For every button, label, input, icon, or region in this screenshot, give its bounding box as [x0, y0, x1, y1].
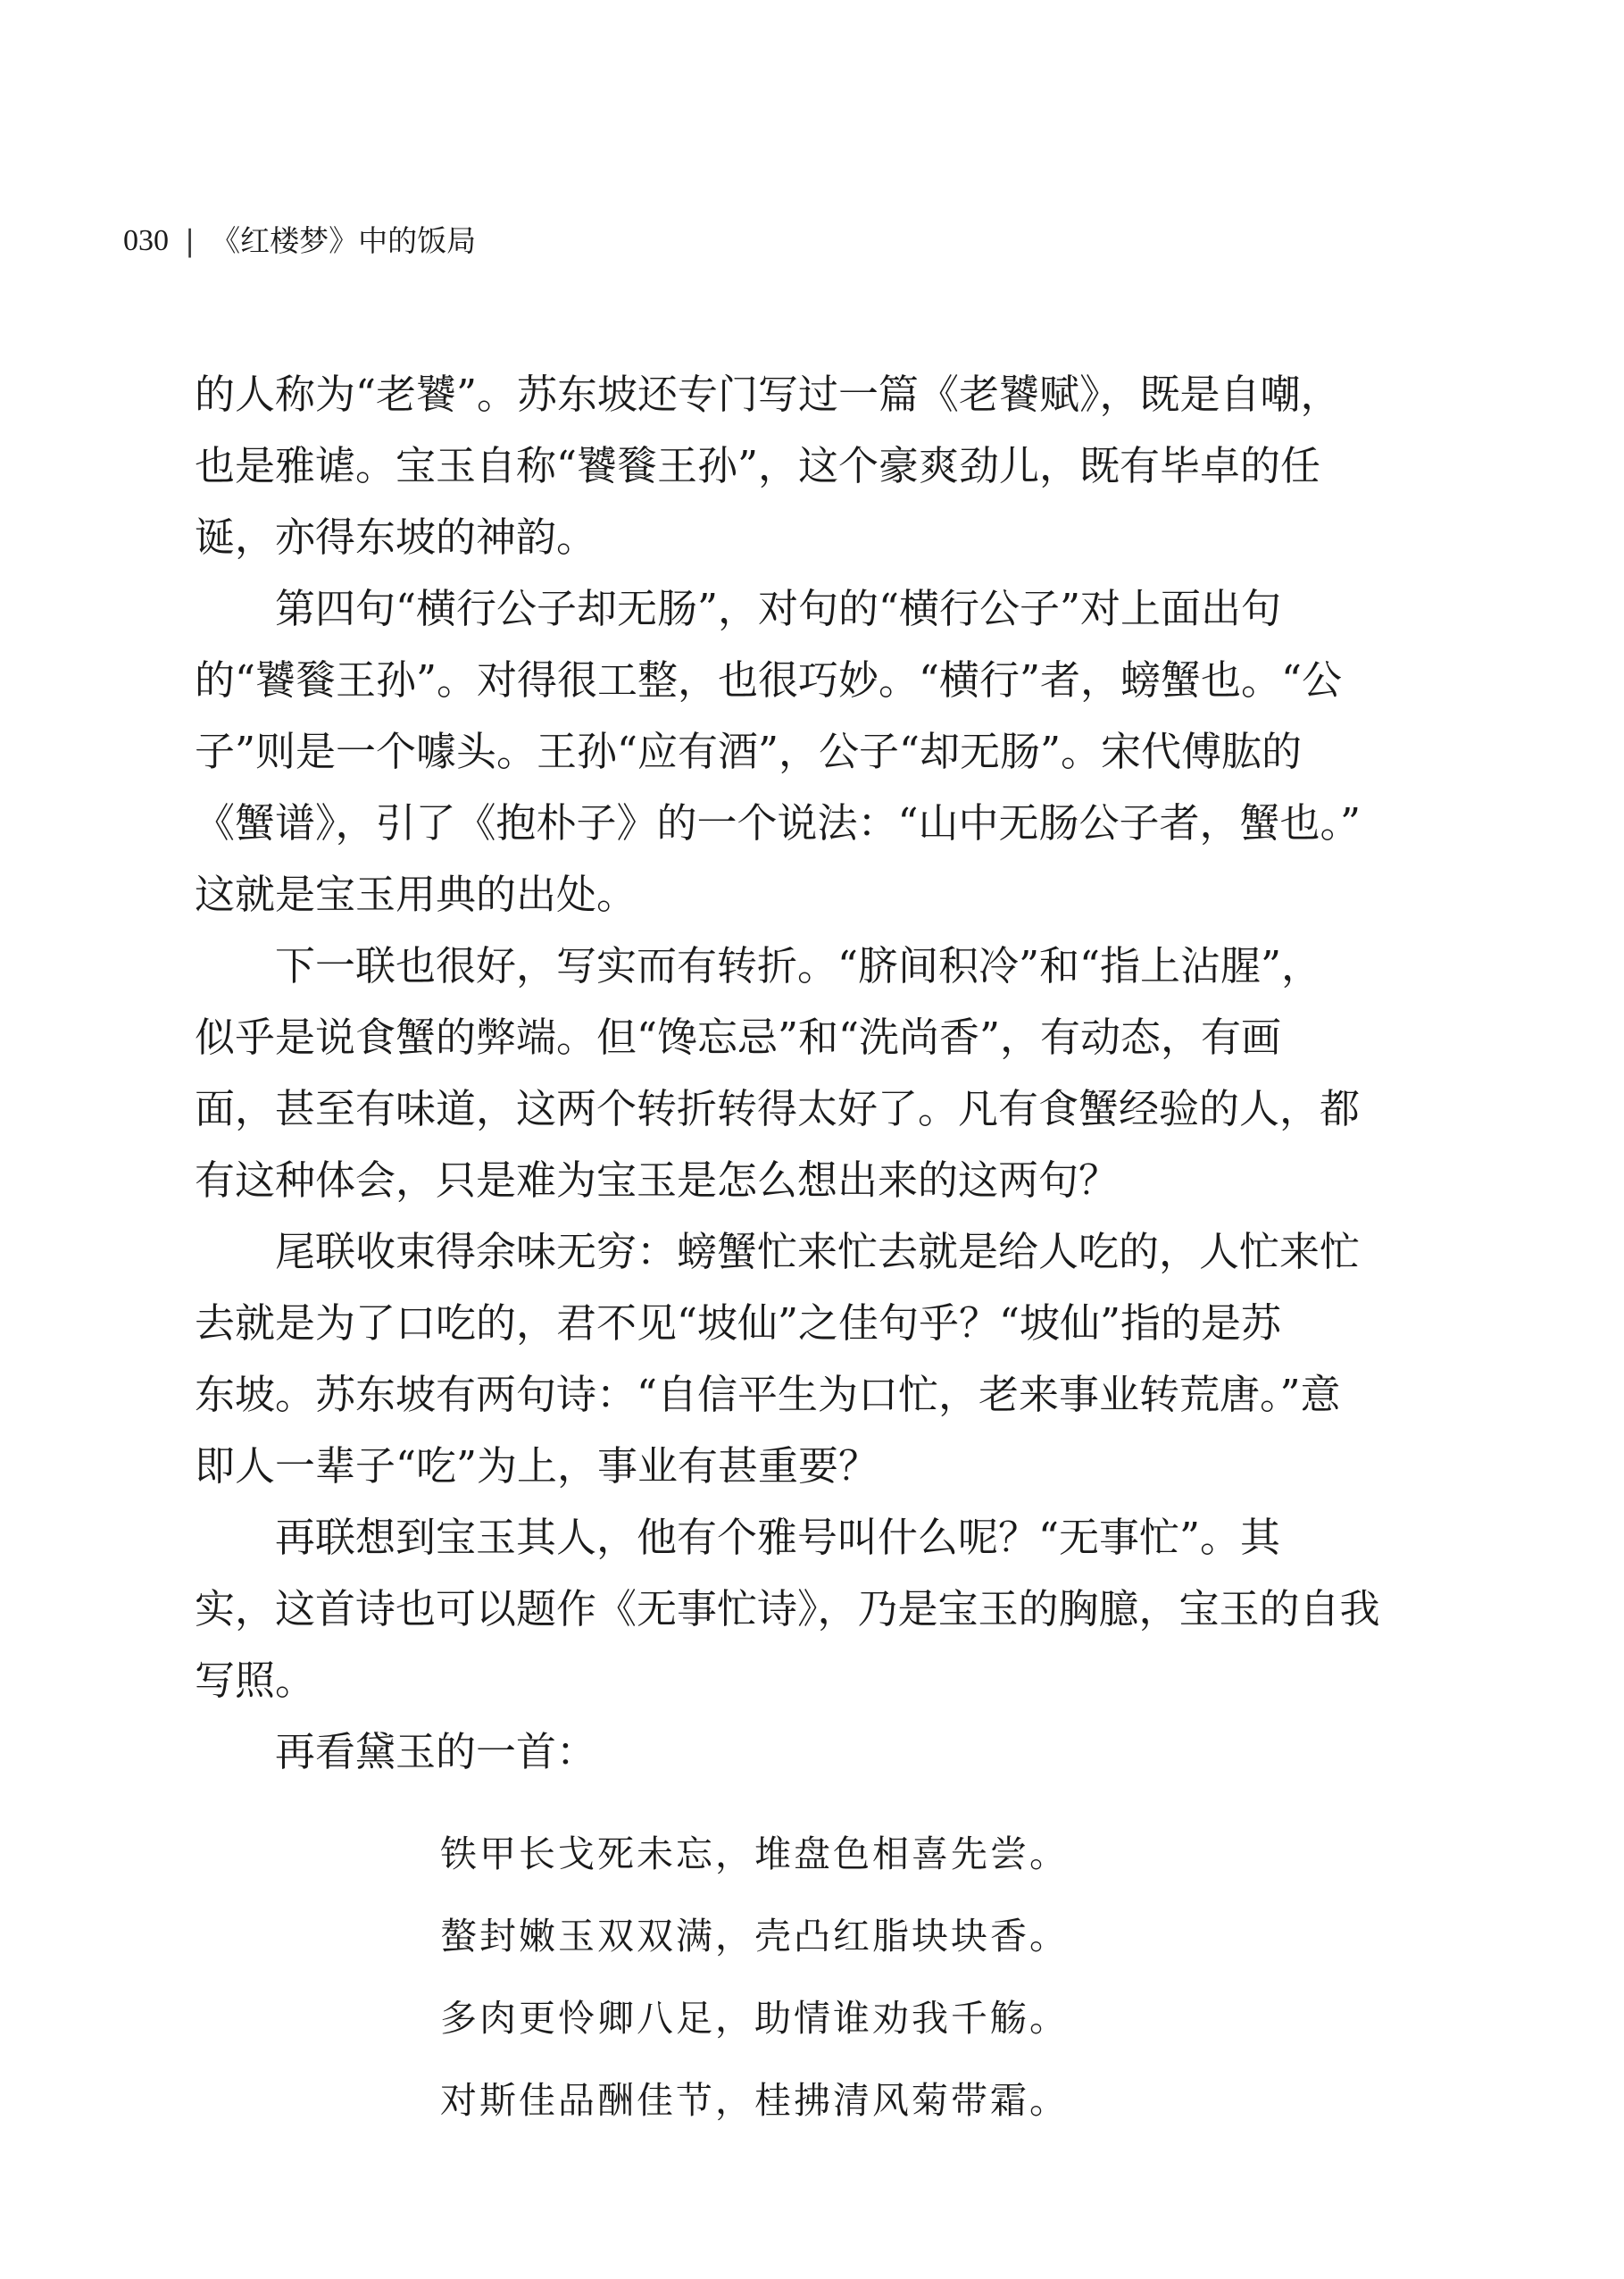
- text-line: 诞，亦得东坡的神韵。: [195, 513, 597, 561]
- text-line: 子”则是一个噱头。王孙“应有酒”，公子“却无肠”。宋代傅肱的: [195, 728, 1303, 775]
- paragraph: [195, 573, 1362, 931]
- text-line: 即人一辈子“吃”为上，事业有甚重要？: [195, 1442, 879, 1490]
- text-line: 再联想到宝玉其人，他有个雅号叫什么呢？“无事忙”。其: [275, 1514, 1281, 1561]
- text-line: 的人称为“老饕”。苏东坡还专门写过一篇《老饕赋》，既是自嘲，: [195, 371, 1341, 418]
- text-line: 也是雅谑。宝玉自称“饕餮王孙”，这个豪爽劲儿，既有毕卓的任: [195, 442, 1321, 489]
- text-line: 下一联也很好，写实而有转折。“脐间积冷”和“指上沾腥”，: [275, 942, 1322, 989]
- text-line: 这就是宝玉用典的出处。: [195, 871, 637, 918]
- text-line: 写照。: [195, 1657, 316, 1704]
- text-line: 去就是为了口吃的，君不见“坡仙”之佳句乎？“坡仙”指的是苏: [195, 1299, 1282, 1347]
- book-title: 《红楼梦》中的饭局: [211, 223, 477, 258]
- text-line: 尾联收束得余味无穷：螃蟹忙来忙去就是给人吃的，人忙来忙: [275, 1228, 1361, 1275]
- text-line: 再看黛玉的一首：: [275, 1728, 597, 1775]
- text-line: 东坡。苏东坡有两句诗：“自信平生为口忙，老来事业转荒唐。”意: [195, 1371, 1341, 1418]
- running-header: [123, 219, 476, 263]
- poem: [440, 1813, 1069, 2141]
- paragraph: [195, 1502, 1380, 1716]
- body-text: [195, 359, 1380, 1788]
- paragraph: [195, 931, 1361, 1216]
- paragraph: [195, 1716, 1266, 1788]
- paragraph: [195, 1216, 1361, 1502]
- page-number: 030: [123, 224, 169, 257]
- text-line: 似乎是说食蟹的弊端。但“馋忘忌”和“洗尚香”，有动态，有画: [195, 1014, 1282, 1061]
- text-line: 《蟹谱》，引了《抱朴子》的一个说法：“山中无肠公子者，蟹也。”: [195, 799, 1362, 847]
- poem-line: 多肉更怜卿八足，助情谁劝我千觞。: [440, 1997, 1069, 2040]
- text-line: 实，这首诗也可以题作《无事忙诗》，乃是宝玉的胸臆，宝玉的自我: [195, 1585, 1380, 1632]
- text-line: 的“饕餮王孙”。对得很工整，也很巧妙。“横行”者，螃蟹也。“公: [195, 656, 1343, 704]
- text-line: 面，甚至有味道，这两个转折转得太好了。凡有食蟹经验的人，都: [195, 1085, 1361, 1132]
- poem-line: 铁甲长戈死未忘，堆盘色相喜先尝。: [440, 1832, 1069, 1875]
- text-line: 有这种体会，只是难为宝玉是怎么想出来的这两句？: [195, 1156, 1120, 1204]
- header-separator: |: [185, 223, 196, 258]
- text-line: 第四句“横行公子却无肠”，对句的“横行公子”对上面出句: [275, 585, 1282, 632]
- poem-line: 螯封嫩玉双双满，壳凸红脂块块香。: [440, 1915, 1069, 1958]
- paragraph: [195, 359, 1341, 573]
- poem-line: 对斯佳品酬佳节，桂拂清风菊带霜。: [440, 2079, 1069, 2122]
